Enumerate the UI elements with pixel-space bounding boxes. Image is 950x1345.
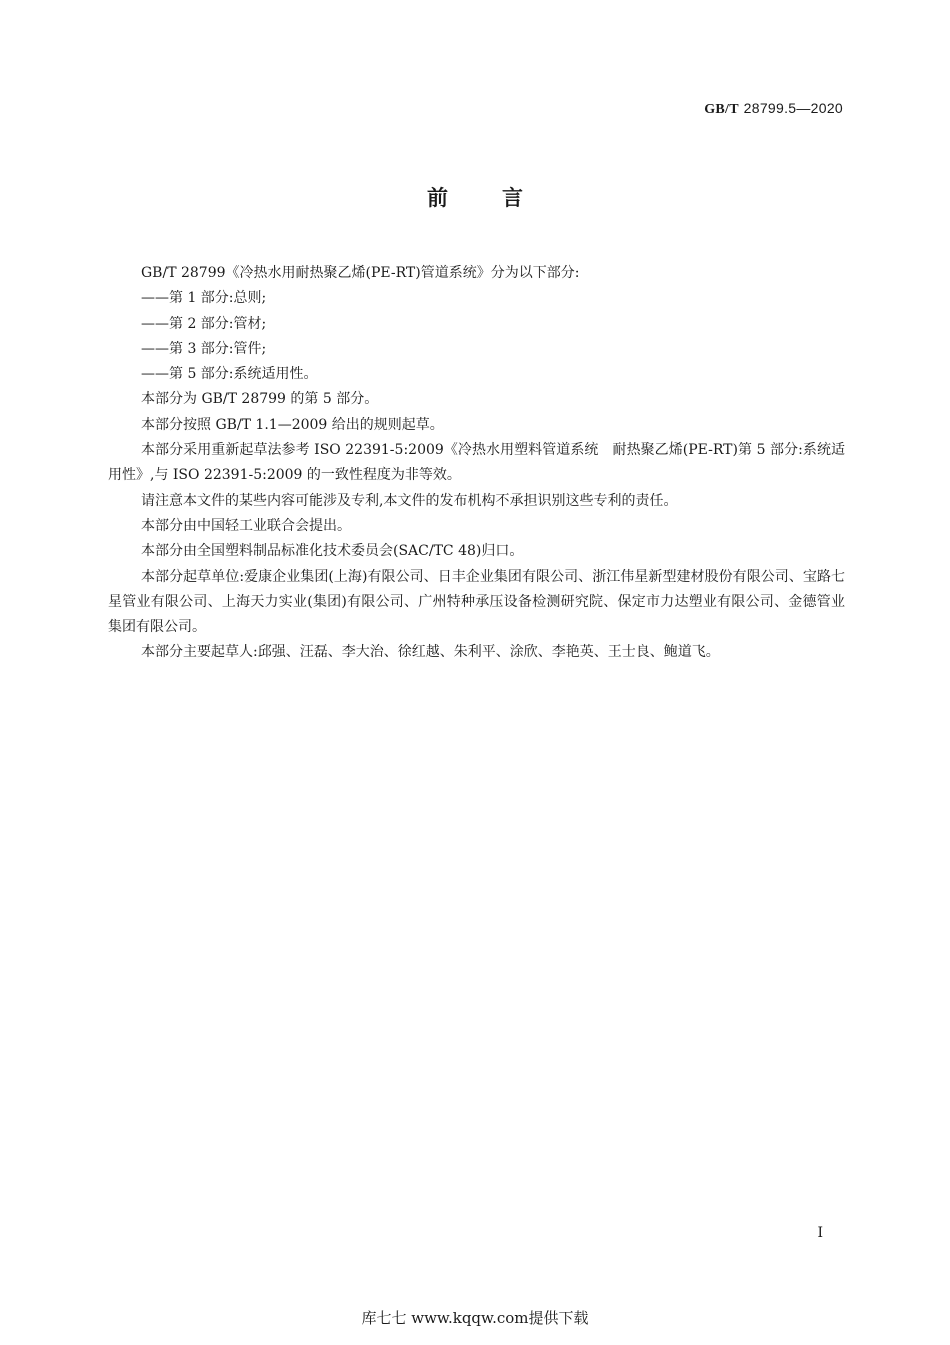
paragraph-drafting-rules: 本部分按照 GB/T 1.1—2009 给出的规则起草。 — [141, 416, 444, 433]
paragraph-patent-notice: 请注意本文件的某些内容可能涉及专利,本文件的发布机构不承担识别这些专利的责任。 — [141, 492, 678, 509]
paragraph-proposer: 本部分由中国轻工业联合会提出。 — [141, 517, 351, 534]
page-number: I — [817, 1225, 823, 1241]
paragraph-parts-intro: GB/T 28799《冷热水用耐热聚乙烯(PE-RT)管道系统》分为以下部分: — [141, 265, 580, 281]
standard-prefix: GB/T — [704, 102, 739, 117]
list-item-part-5: ——第 5 部分:系统适用性。 — [141, 366, 318, 383]
section-title: 前言 — [427, 186, 577, 210]
list-item-part-1: ——第 1 部分:总则; — [141, 290, 267, 307]
paragraph-drafters: 本部分主要起草人:邱强、汪磊、李大治、徐红越、朱利平、涂欣、李艳英、王士良、鲍道飞。 — [141, 644, 720, 661]
paragraph-iso-reference: 本部分采用重新起草法参考 ISO 22391-5:2009《冷热水用塑料管道系统 耐热聚乙烯(PE-RT)第 5 部分:系统适用性》,与 ISO 22391-5:2009 的一致性程度为非等效。 — [108, 442, 845, 484]
list-item-part-2: ——第 2 部分:管材; — [141, 315, 267, 332]
paragraph-drafting-units: 本部分起草单位:爱康企业集团(上海)有限公司、日丰企业集团有限公司、浙江伟星新型建材股份有限公司、宝路七星管业有限公司、上海天力实业(集团)有限公司、广州特种承压设备检测研究院、保定市力达塑业有限公司、金德管业集团有限公司。 — [108, 568, 845, 636]
list-item-part-3: ——第 3 部分:管件; — [141, 340, 267, 357]
paragraph-committee: 本部分由全国塑料制品标准化技术委员会(SAC/TC 48)归口。 — [141, 543, 524, 560]
foreword-body — [108, 261, 845, 666]
standard-code — [704, 100, 843, 118]
standard-number: 28799.5—2020 — [743, 100, 843, 116]
paragraph-part-statement: 本部分为 GB/T 28799 的第 5 部分。 — [141, 391, 379, 408]
download-watermark: 库七七 www.kqqw.com提供下载 — [361, 1309, 589, 1327]
